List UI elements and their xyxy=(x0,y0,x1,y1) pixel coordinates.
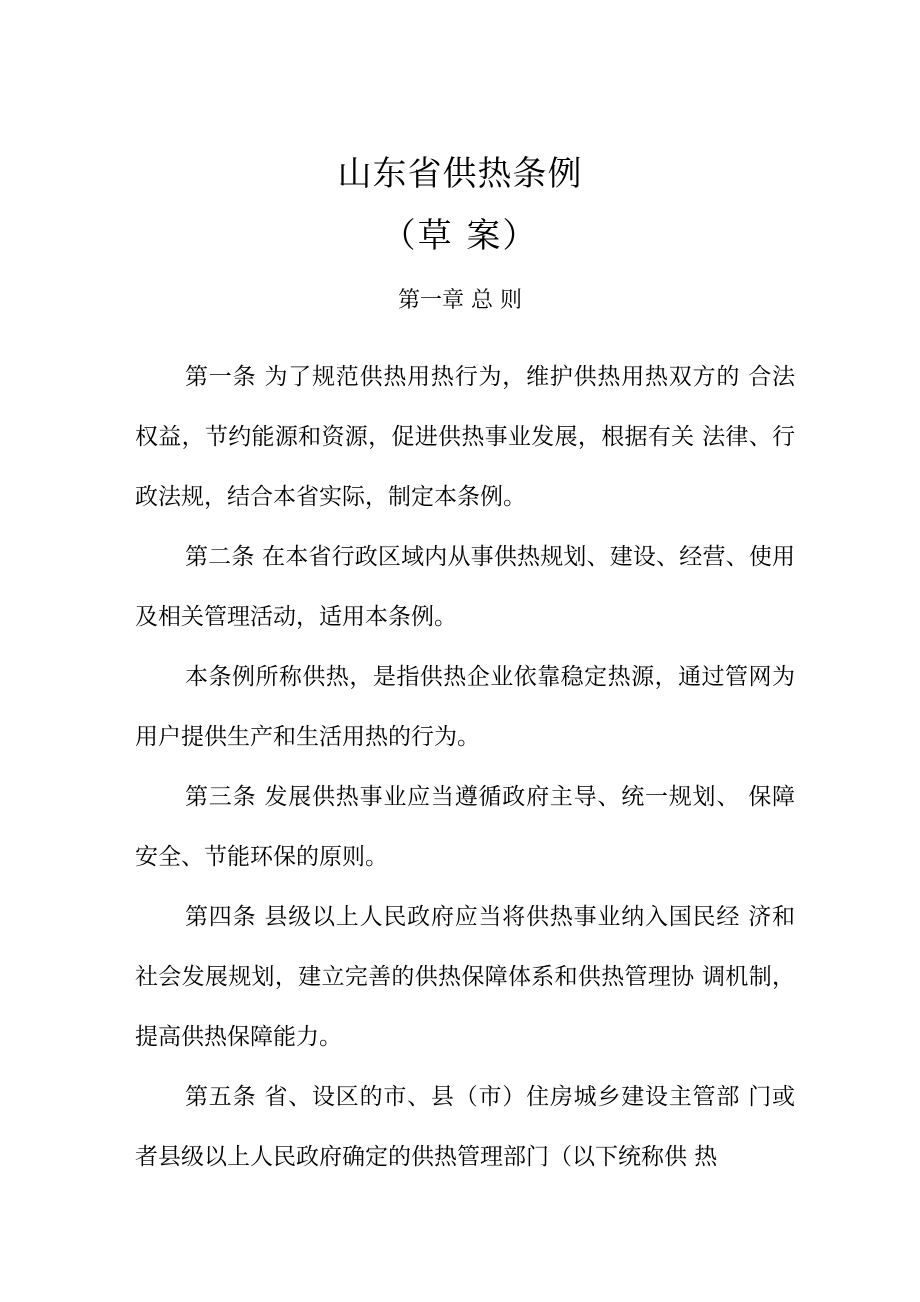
document-title: 山东省供热条例 xyxy=(337,154,583,194)
document-subtitle: （草 案） xyxy=(381,216,539,256)
article-1-paragraph: 第一条 为了规范供热用热行为，维护供热用热双方的 合法权益，节约能源和资源，促进供热事业发展，根据有关 法律、行政法规，结合本省实际，制定本条例。 xyxy=(135,364,795,510)
article-2-definition-paragraph: 本条例所称供热，是指供热企业依靠稳定热源，通过管网为用户提供生产和生活用热的行为。 xyxy=(135,664,795,750)
article-2-paragraph: 第二条 在本省行政区域内从事供热规划、建设、经营、使用及相关管理活动，适用本条例。 xyxy=(135,544,795,630)
article-5-paragraph: 第五条 省、设区的市、县（市）住房城乡建设主管部 门或者县级以上人民政府确定的供热管理部门（以下统称供 热 xyxy=(135,1084,795,1170)
article-3-paragraph: 第三条 发展供热事业应当遵循政府主导、统一规划、 保障安全、节能环保的原则。 xyxy=(135,784,795,870)
article-4-paragraph: 第四条 县级以上人民政府应当将供热事业纳入国民经 济和社会发展规划，建立完善的供热保障体系和供热管理协 调机制，提高供热保障能力。 xyxy=(135,904,795,1050)
document-body xyxy=(135,347,795,1187)
chapter-heading: 第一章 总 则 xyxy=(398,288,522,313)
